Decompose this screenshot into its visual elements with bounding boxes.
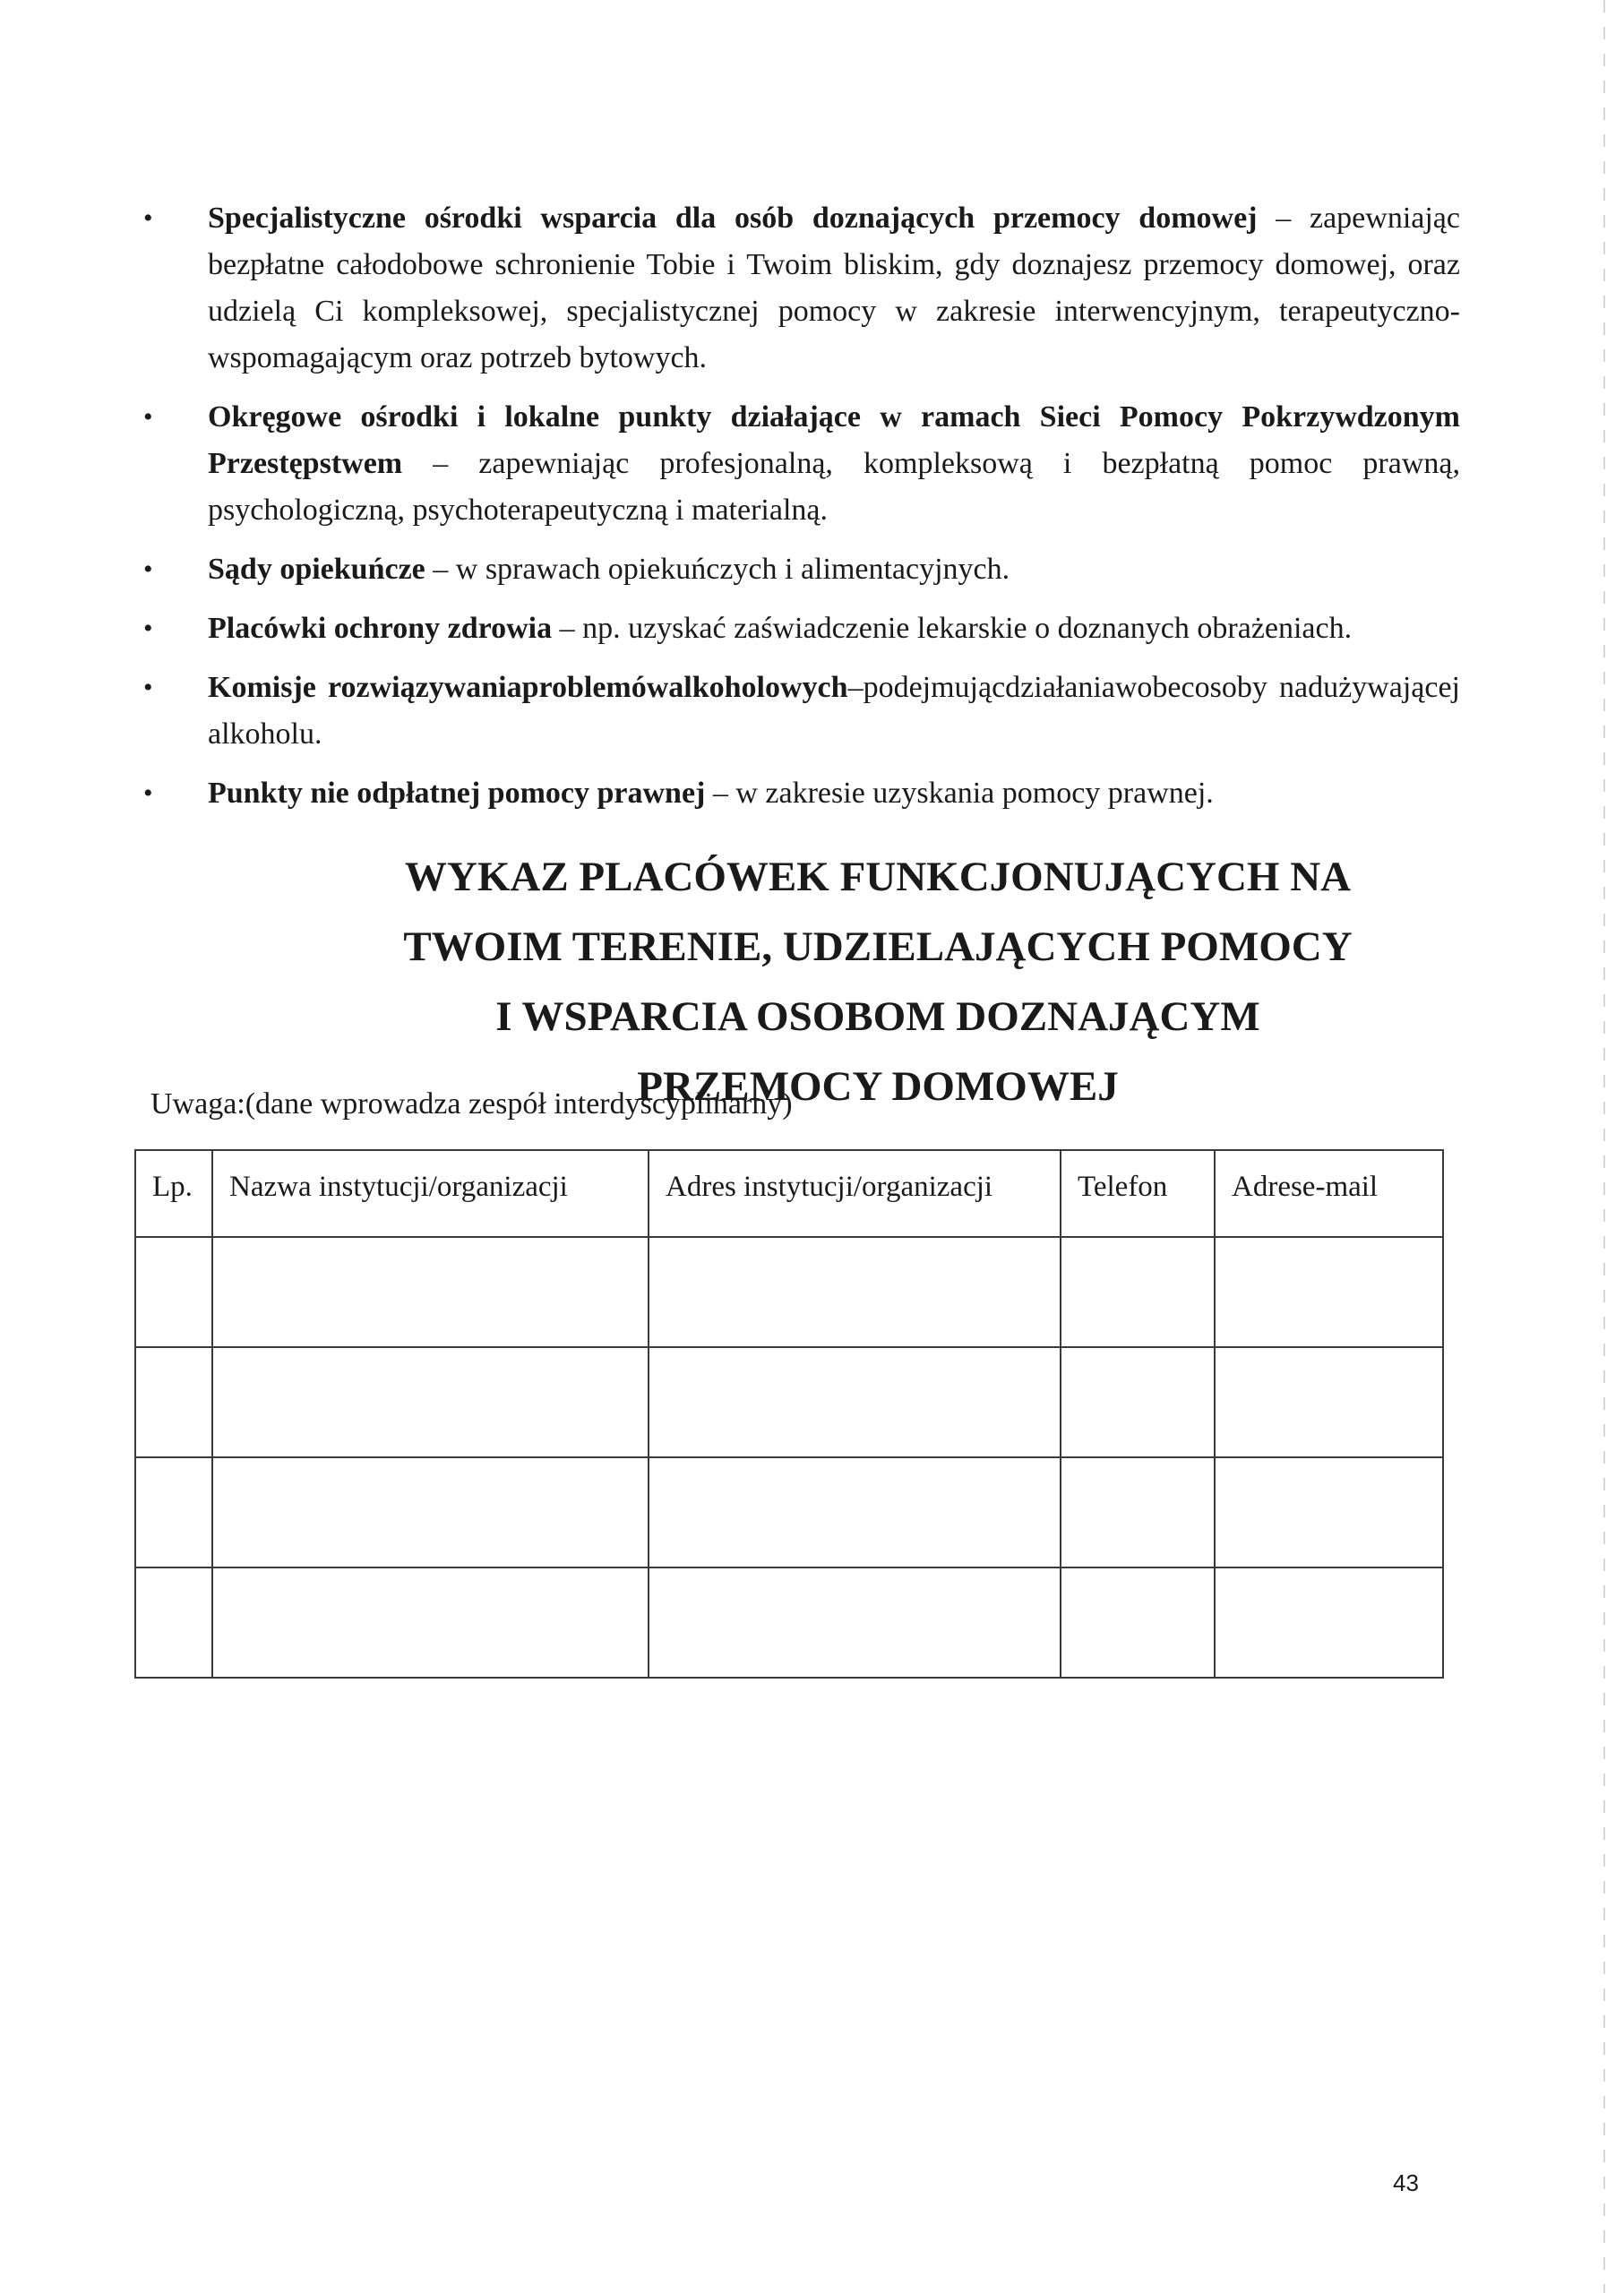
column-header-phone: Telefon	[1061, 1150, 1215, 1237]
item-text: – zapewniając bezpłatne całodobowe schronienie Tobie i Twoim bliskim, gdy doznajesz przemocy domowej, oraz udzielą Ci kompleksowej, specjalistycznej pomocy w zakresie interwencyjnym, terapeutyczno-wspomagającym oraz potrzeb bytowych.	[208, 202, 1460, 374]
table-header-row	[135, 1150, 1443, 1237]
table-cell[interactable]	[1215, 1567, 1443, 1678]
title-line: PRZEMOCY DOMOWEJ	[637, 1063, 1119, 1110]
institutions-table	[134, 1149, 1444, 1679]
item-term: Komisje rozwiązywaniaproblemówalkoholowych	[208, 671, 848, 704]
table-cell[interactable]	[649, 1237, 1061, 1347]
item-term: Specjalistyczne ośrodki wsparcia dla osób doznających przemocy domowej	[208, 202, 1258, 235]
table-row	[135, 1457, 1443, 1567]
note-text: Uwaga:(dane wprowadza zespół interdyscyplinarny)	[150, 1087, 793, 1121]
table-cell[interactable]	[1061, 1567, 1215, 1678]
item-text: – zapewniając profesjonalną, kompleksową i bezpłatną pomoc prawną, psychologiczną, psychoterapeutyczną i materialną.	[208, 447, 1460, 527]
table-cell[interactable]	[1215, 1457, 1443, 1567]
column-header-email: Adrese-mail	[1215, 1150, 1443, 1237]
item-term: Sądy opiekuńcze	[208, 553, 425, 586]
bullet-icon: •	[143, 673, 153, 702]
support-list	[143, 195, 1460, 829]
page-title	[233, 842, 1523, 1121]
bullet-icon: •	[143, 614, 153, 643]
scan-edge-artifact	[1603, 0, 1605, 2293]
list-item	[143, 195, 1460, 382]
bullet-icon: •	[143, 402, 153, 432]
page-number: 43	[1393, 2169, 1419, 2196]
title-line: TWOIM TERENIE, UDZIELAJĄCYCH POMOCY	[403, 923, 1353, 970]
table-cell[interactable]	[135, 1237, 212, 1347]
item-text: – np. uzyskać zaświadczenie lekarskie o doznanych obrażeniach.	[552, 612, 1353, 645]
table-cell[interactable]	[1061, 1347, 1215, 1457]
item-term: Okręgowe ośrodki i lokalne punkty działające w ramach Sieci Pomocy Pokrzywdzonym Przestępstwem	[208, 400, 1460, 480]
item-text: – w zakresie uzyskania pomocy prawnej.	[705, 777, 1214, 810]
table-cell[interactable]	[135, 1457, 212, 1567]
item-text: –podejmującdziałaniawobecosoby nadużywającej alkoholu.	[208, 671, 1460, 751]
title-line: I WSPARCIA OSOBOM DOZNAJĄCYM	[495, 993, 1260, 1040]
column-header-address: Adres instytucji/organizacji	[649, 1150, 1061, 1237]
list-item	[143, 546, 1460, 593]
table-cell[interactable]	[212, 1457, 649, 1567]
column-header-name: Nazwa instytucji/organizacji	[212, 1150, 649, 1237]
title-line: WYKAZ PLACÓWEK FUNKCJONUJĄCYCH NA	[404, 854, 1352, 900]
table-cell[interactable]	[1215, 1347, 1443, 1457]
table-cell[interactable]	[1061, 1237, 1215, 1347]
table-row	[135, 1237, 1443, 1347]
table-cell[interactable]	[212, 1567, 649, 1678]
table-cell[interactable]	[649, 1457, 1061, 1567]
table-cell[interactable]	[1215, 1237, 1443, 1347]
table-row	[135, 1347, 1443, 1457]
table-cell[interactable]	[649, 1567, 1061, 1678]
item-term: Punkty nie odpłatnej pomocy prawnej	[208, 777, 706, 810]
list-item	[143, 394, 1460, 534]
bullet-icon: •	[143, 554, 153, 584]
bullet-icon: •	[143, 203, 153, 233]
bullet-icon: •	[143, 778, 153, 808]
table-cell[interactable]	[212, 1237, 649, 1347]
table-cell[interactable]	[1061, 1457, 1215, 1567]
list-item	[143, 665, 1460, 758]
table-row	[135, 1567, 1443, 1678]
table-cell[interactable]	[649, 1347, 1061, 1457]
table-cell[interactable]	[212, 1347, 649, 1457]
list-item	[143, 770, 1460, 817]
column-header-lp: Lp.	[135, 1150, 212, 1237]
item-text: – w sprawach opiekuńczych i alimentacyjnych.	[425, 553, 1010, 586]
item-term: Placówki ochrony zdrowia	[208, 612, 553, 645]
list-item	[143, 605, 1460, 652]
table-cell[interactable]	[135, 1567, 212, 1678]
table-cell[interactable]	[135, 1347, 212, 1457]
